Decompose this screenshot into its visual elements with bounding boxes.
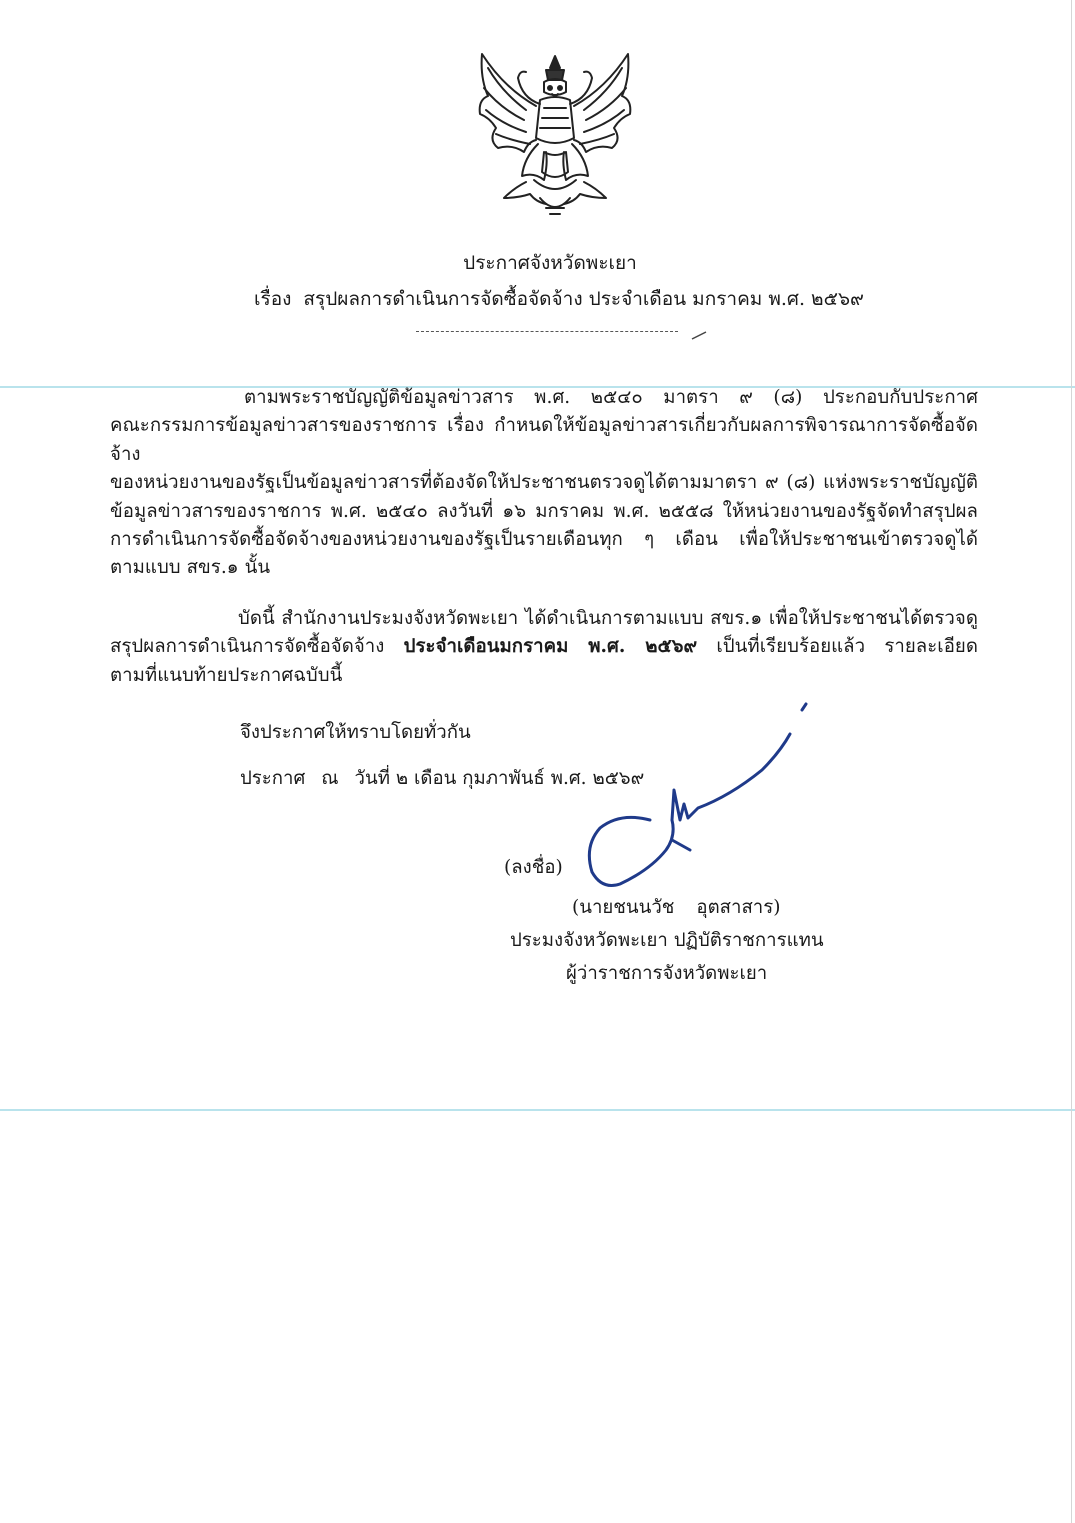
sign-label: (ลงชื่อ) [504, 857, 563, 878]
signer-last-name: อุตสาสาร) [696, 897, 781, 918]
announcement-title: ประกาศจังหวัดพะเยา [463, 252, 637, 274]
paragraph-line: ของหน่วยงานของรัฐเป็นข้อมูลข่าวสารที่ต้องจัดให้ประชาชนตรวจดูได้ตามมาตรา ๙ (๘) แห่งพระราชบัญญัติ [110, 472, 978, 494]
month-highlight: ประจำเดือนมกราคม พ.ศ. ๒๕๖๙ [403, 636, 698, 658]
signer-acting-for: ผู้ว่าราชการจังหวัดพะเยา [566, 963, 768, 984]
subject-text: สรุปผลการดำเนินการจัดซื้อจัดจ้าง ประจำเดือน มกราคม พ.ศ. ๒๕๖๙ [303, 288, 864, 310]
scan-edge [1071, 0, 1072, 1523]
garuda-emblem-icon [474, 48, 636, 220]
scan-artifact-line [0, 1109, 1075, 1111]
paragraph-text: เป็นที่เรียบร้อยแล้ว รายละเอียด [697, 636, 978, 658]
signer-position: ประมงจังหวัดพะเยา ปฏิบัติราชการแทน [510, 930, 824, 951]
date-text: วันที่ ๒ เดือน กุมภาพันธ์ พ.ศ. ๒๕๖๙ [354, 768, 645, 789]
paragraph-line: คณะกรรมการข้อมูลข่าวสารของราชการ เรื่อง กำหนดให้ข้อมูลข่าวสารเกี่ยวกับผลการพิจารณาการจัดซื้อจัดจ้าง [110, 415, 978, 465]
paragraph-line: ตามที่แนบท้ายประกาศฉบับนี้ [110, 664, 343, 686]
paragraph-text: สรุปผลการดำเนินการจัดซื้อจัดจ้าง [110, 636, 404, 658]
announcement-subject [254, 284, 864, 314]
check-mark-icon [690, 330, 708, 340]
closing-statement: จึงประกาศให้ทราบโดยทั่วกัน [240, 722, 471, 743]
signer-name [572, 893, 780, 922]
subject-label: เรื่อง [254, 288, 292, 310]
paragraph-action [110, 605, 978, 690]
paragraph-line: การดำเนินการจัดซื้อจัดจ้างของหน่วยงานของรัฐเป็นรายเดือนทุก ๆ เดือน เพื่อให้ประชาชนเข้าตรวจดูได้ [110, 529, 978, 551]
paragraph-line: ตามแบบ สขร.๑ นั้น [110, 557, 271, 579]
paragraph-line [110, 633, 978, 661]
handwritten-signature [580, 700, 820, 900]
date-na: ณ [321, 768, 339, 789]
dashed-separator [416, 317, 678, 332]
paragraph-line: บัดนี้ สำนักงานประมงจังหวัดพะเยา ได้ดำเนินการตามแบบ สขร.๑ เพื่อให้ประชาชนได้ตรวจดู [238, 608, 978, 629]
signer-first-name: (นายชนนวัช [572, 897, 675, 918]
paragraph-legal-basis [110, 384, 978, 583]
paragraph-line: ข้อมูลข่าวสารของราชการ พ.ศ. ๒๕๔๐ ลงวันที่ ๑๖ มกราคม พ.ศ. ๒๕๕๘ ให้หน่วยงานของรัฐจัดทำสรุปผล [110, 500, 978, 522]
date-prefix: ประกาศ [240, 768, 306, 789]
paragraph-line: ตามพระราชบัญญัติข้อมูลข่าวสาร พ.ศ. ๒๕๔๐ มาตรา ๙ (๘) ประกอบกับประกาศ [244, 387, 978, 408]
